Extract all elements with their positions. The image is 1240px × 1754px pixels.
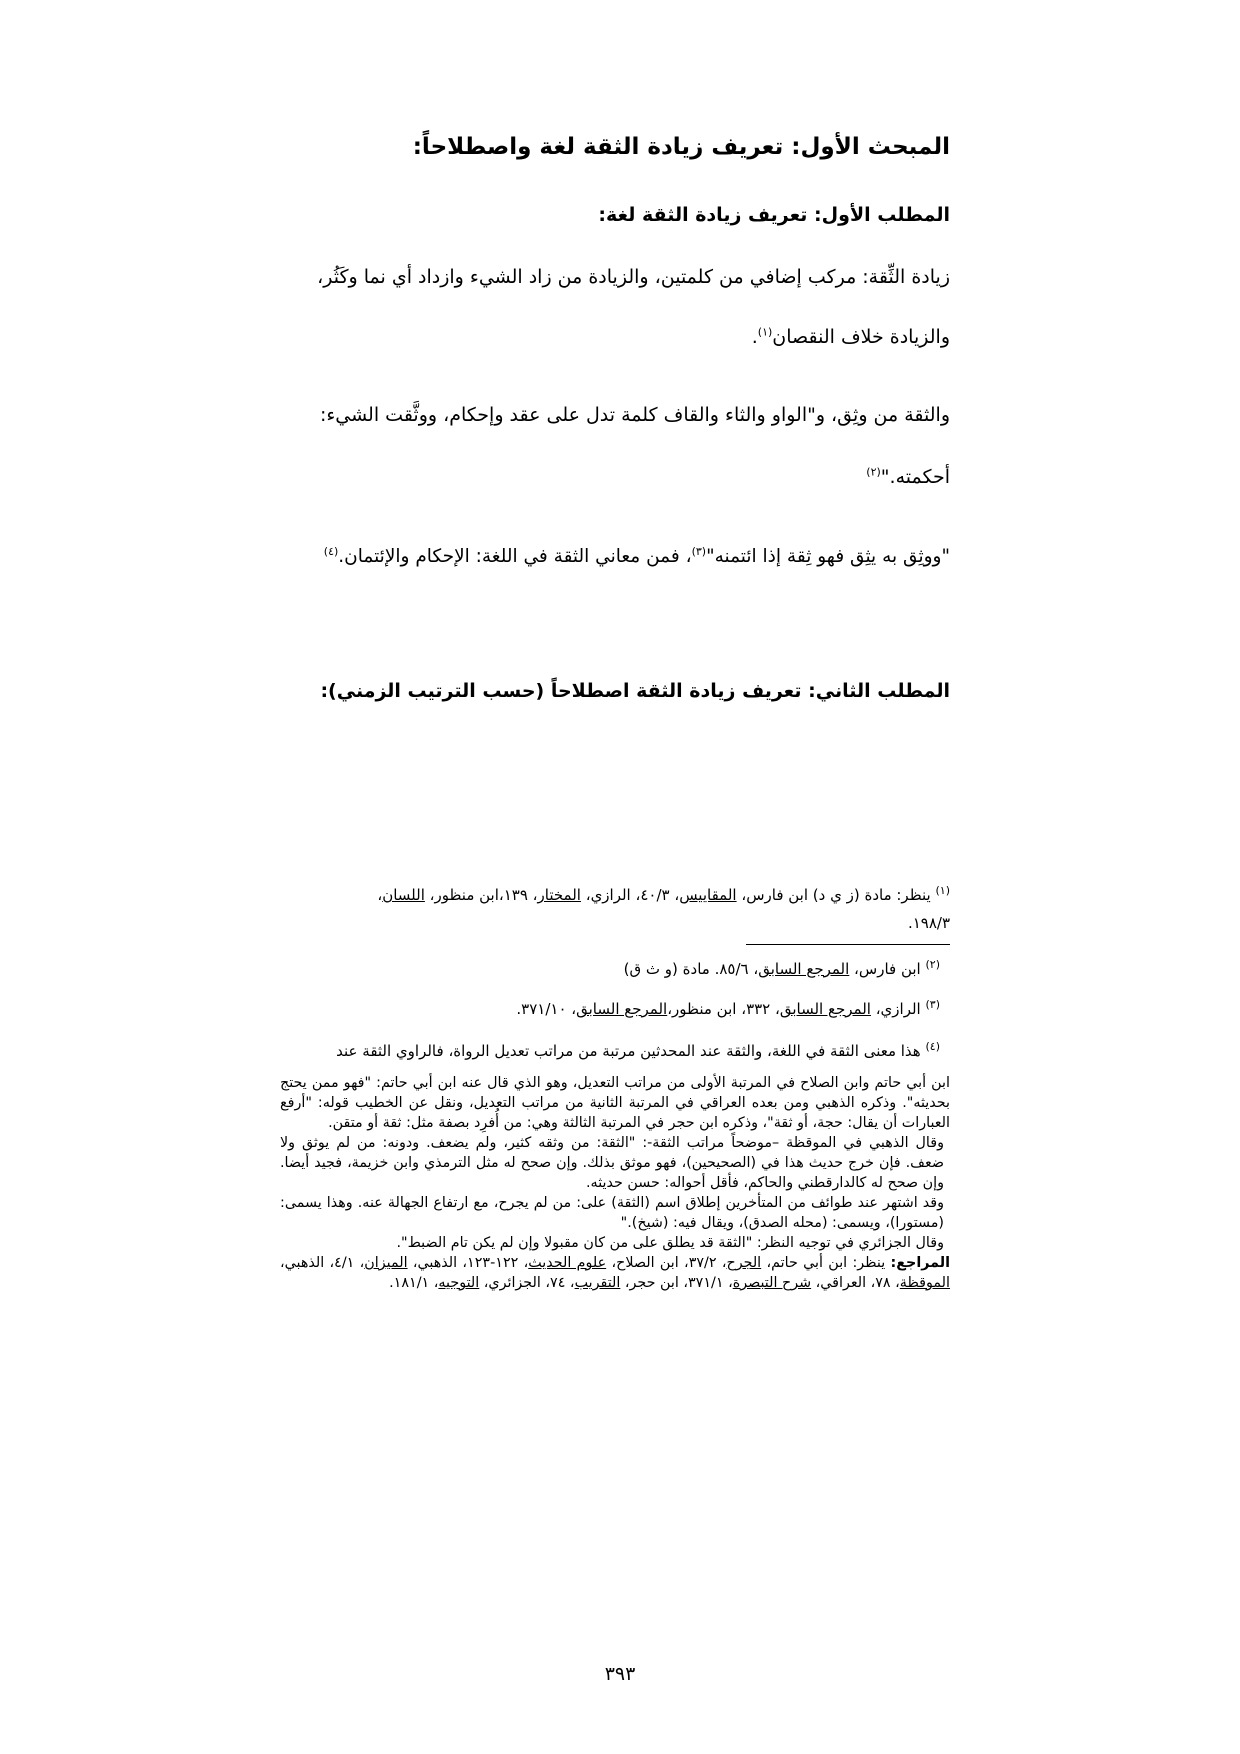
section-title: المبحث الأول: تعريف زيادة الثقة لغة واصطلاحاً: — [412, 134, 950, 160]
paragraph-line: أحكمته."$^{(٢)}$ — [866, 465, 950, 488]
footnote-3: $^{(٣)}$ الرازي، المرجع السابق، ٣٣٢، ابن منظور،المرجع السابق، ٣٧١/١٠. — [516, 998, 940, 1018]
footnote-paragraph: وقال الذهبي في الموقظة –موضحاً مراتب الثقة-: "الثقة: من وثقه كثير، ولم يضعف. ودونه: من لم يوثق ولا ضعف. فإن خرج حديث هذا في (الصحيحين)، فهو موثق بذلك. وإن صحح له مثل الترمذي وابن خزيمة، فجيد أيضا. وإن صحح له كالدارقطني والحاكم، فأقل أحواله: حسن حديثه. — [280, 1135, 944, 1191]
footnote-paragraph: وقال الجزائري في توجيه النظر: "الثقة قد يطلق على من كان مقبولا وإن لم يكن تام الضبط". — [396, 1235, 944, 1251]
footnote-1: $^{(١)}$ ينظر: مادة (ز ي د) ابن فارس، المقاييس، ٤٠/٣، الرازي، المختار، ١٣٩،ابن منظور، اللسان، ١٩٨/٣. — [377, 884, 950, 932]
footnote-separator — [746, 944, 950, 945]
paragraph-meaning: "ووثِق به يثِق فهو ثِقة إذا ائتمنه"$^{(٣)}$، فمن معاني الثقة في اللغة: الإحكام والإئتمان.$^{(٤)}$ — [323, 544, 950, 567]
footnote-ref[interactable]: (٢) — [866, 465, 881, 479]
footnote-ref[interactable]: (٤) — [323, 544, 339, 558]
footnote-4-intro: $^{(٤)}$ هذا معنى الثقة في اللغة، والثقة عند المحدثين مرتبة من مراتب تعديل الرواة، فالراوي الثقة عند — [336, 1040, 940, 1060]
paragraph-definition — [280, 262, 950, 352]
paragraph-line: والثقة من وثِق، و"الواو والثاء والقاف كلمة تدل على عقد وإحكام، ووثَّقت الشيء: — [319, 404, 950, 426]
page-number: ٣٩٣ — [604, 1663, 636, 1685]
subsection-title-term: المطلب الثاني: تعريف زيادة الثقة اصطلاحاً (حسب الترتيب الزمني): — [320, 680, 950, 702]
paragraph-line: زيادة الثِّقة: مركب إضافي من كلمتين، والزيادة من زاد الشيء وازداد أي نما وكَثُر، — [317, 266, 950, 288]
footnote-2: $^{(٢)}$ ابن فارس، المرجع السابق، ٨٥/٦. مادة (و ث ق) — [623, 958, 940, 978]
footnote-ref[interactable]: (١) — [757, 325, 773, 339]
footnote-ref[interactable]: (٣) — [691, 544, 707, 558]
footnote-4-body — [280, 1073, 950, 1293]
footnote-references: المراجع: ينظر: ابن أبي حاتم، الجرح، ٣٧/٢، ابن الصلاح، علوم الحديث، ١٢٢-١٢٣، الذهبي، الميزان، ٤/١، الذهبي، الموقظة، ٧٨، العراقي، شرح التبصرة، ٣٧١/١، ابن حجر، التقريب، ٧٤، الجزائري، التوجيه، ١٨١/١. — [280, 1255, 950, 1291]
subsection-title-language: المطلب الأول: تعريف زيادة الثقة لغة: — [598, 204, 950, 226]
paragraph-line: والزيادة خلاف النقصان$^{(١)}$. — [751, 325, 950, 348]
paragraph-thiqa — [280, 400, 950, 492]
footnote-paragraph: ابن أبي حاتم وابن الصلاح في المرتبة الأولى من مراتب التعديل، وهو الذي قال عنه ابن أبي حاتم: "فهو ممن يحتج بحديثه". وذكره الذهبي ومن بعده العراقي في المرتبة الثانية من مراتب التعديل، ونقل عن الخطيب قوله: "أرفع العبارات أن يقال: حجة، أو ثقة"، وذكره ابن حجر في المرتبة الثالثة وهي: من أُفرِد بصفة مثل: ثقة أو متقن. — [280, 1075, 950, 1131]
footnote-paragraph: وقد اشتهر عند طوائف من المتأخرين إطلاق اسم (الثقة) على: من لم يجرح، مع ارتفاع الجهالة عنه. وهذا يسمى: (مستورا)، ويسمى: (محله الصدق)، ويقال فيه: (شيخ)." — [280, 1195, 944, 1231]
